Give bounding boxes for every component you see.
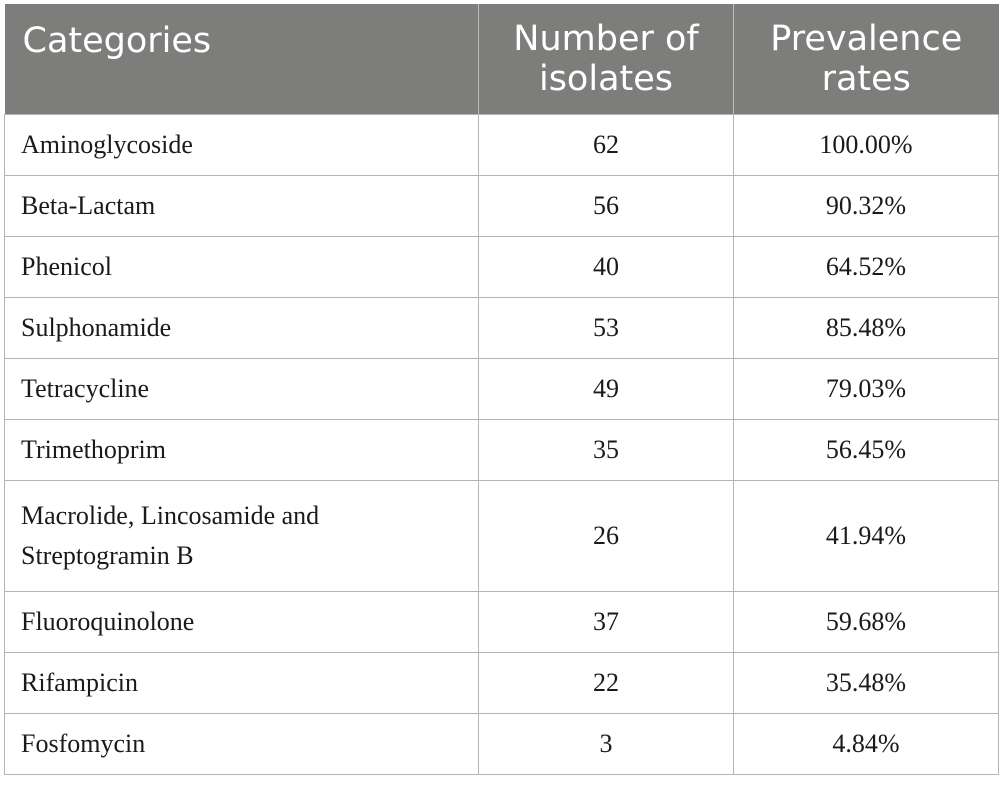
category-label: Trimethoprim [21,435,166,464]
header-prevalence-rates [734,4,999,115]
isolates-cell: 53 [479,298,734,359]
isolates-cell: 22 [479,653,734,714]
header-prevalence-line-2: rates [821,59,911,99]
header-number-of-isolates [479,4,734,115]
prevalence-cell: 35.48% [734,653,999,714]
prevalence-cell: 4.84% [734,714,999,775]
category-cell [5,115,479,176]
header-categories [5,4,479,115]
prevalence-cell: 90.32% [734,176,999,237]
isolates-cell: 40 [479,237,734,298]
isolates-cell: 3 [479,714,734,775]
category-label: Fosfomycin [21,729,146,758]
table-row [5,237,999,298]
category-label: Sulphonamide [21,313,172,342]
category-cell [5,359,479,420]
category-cell [5,237,479,298]
header-number-line-2: isolates [538,59,674,99]
category-cell [5,420,479,481]
header-prevalence-line-1: Prevalence [770,19,963,59]
category-label: Beta-Lactam [21,191,156,220]
prevalence-cell: 79.03% [734,359,999,420]
isolates-cell: 56 [479,176,734,237]
table-row [5,298,999,359]
table-row [5,714,999,775]
category-label: Phenicol [21,252,112,281]
isolates-cell: 62 [479,115,734,176]
isolates-cell: 37 [479,592,734,653]
category-cell [5,176,479,237]
category-label: Aminoglycoside [21,130,193,159]
category-label: Tetracycline [21,374,150,403]
table-row [5,481,999,592]
table-row [5,420,999,481]
header-number-line-1: Number of [513,19,699,59]
prevalence-cell: 85.48% [734,298,999,359]
prevalence-cell: 56.45% [734,420,999,481]
category-cell [5,714,479,775]
header-row [5,4,999,115]
table-row [5,359,999,420]
category-cell [5,481,479,592]
category-label-line-2: Streptogramin B [21,541,194,570]
prevalence-cell: 100.00% [734,115,999,176]
category-cell [5,298,479,359]
category-label: Fluoroquinolone [21,607,195,636]
category-cell [5,592,479,653]
table-row [5,592,999,653]
category-label: Rifampicin [21,668,138,697]
isolates-cell: 26 [479,481,734,592]
table-row [5,176,999,237]
prevalence-cell: 59.68% [734,592,999,653]
isolates-cell: 35 [479,420,734,481]
prevalence-cell: 64.52% [734,237,999,298]
table-row [5,653,999,714]
header-categories-label: Categories [22,21,212,61]
category-label-line-1: Macrolide, Lincosamide and [21,501,320,530]
prevalence-table [4,4,999,775]
category-cell [5,653,479,714]
prevalence-cell: 41.94% [734,481,999,592]
table-row [5,115,999,176]
isolates-cell: 49 [479,359,734,420]
table-body [5,115,999,775]
table-header [5,4,999,115]
